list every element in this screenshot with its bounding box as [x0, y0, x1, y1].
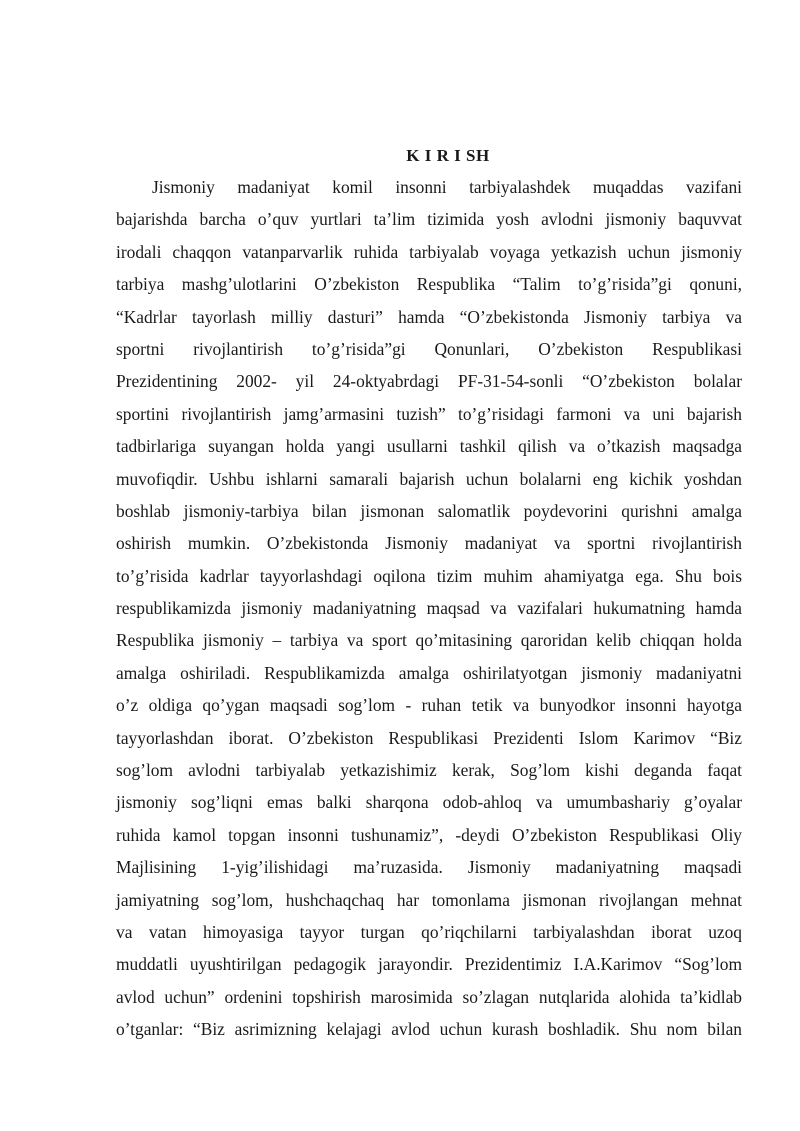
text-line: o’tganlar: “Biz asrimizning kelajagi avlod uchun kurash boshladik. Shu nom bilan: [116, 1019, 742, 1040]
text-line: Majlisining 1-yig’ilishidagi ma’ruzasida. Jismoniy madaniyatning maqsadi: [116, 857, 742, 878]
text-line: tadbirlariga suyangan holda yangi usullarni tashkil qilish va o’tkazish maqsadga: [116, 436, 742, 457]
page-title: K I R I SH: [406, 146, 490, 165]
text-line: bajarishda barcha o’quv yurtlari ta’lim tizimida yosh avlodni jismoniy baquvvat: [116, 209, 742, 230]
text-line: “Kadrlar tayorlash milliy dasturi” hamda “O’zbekistonda Jismoniy tarbiya va: [116, 306, 742, 327]
text-line: sog’lom avlodni tarbiyalab yetkazishimiz kerak, Sog’lom kishi deganda faqat: [116, 760, 742, 781]
text-line: tarbiya mashg’ulotlarini O’zbekiston Respublika “Talim to’g’risida”gi qonuni,: [116, 274, 742, 295]
text-line: Respublika jismoniy – tarbiya va sport qo’mitasining qaroridan kelib chiqqan holda: [116, 630, 742, 651]
text-line: muddatli uyushtirilgan pedagogik jarayondir. Prezidentimiz I.A.Karimov “Sog’lom: [116, 954, 742, 975]
text-line: sportni rivojlantirish to’g’risida”gi Qonunlari, O’zbekiston Respublikasi: [116, 338, 742, 359]
text-line: to’g’risida kadrlar tayyorlashdagi oqilona tizim muhim ahamiyatga ega. Shu bois: [116, 565, 742, 586]
text-line: o’z oldiga qo’ygan maqsadi sog’lom - ruhan tetik va bunyodkor insonni hayotga: [116, 695, 742, 716]
text-line: ruhida kamol topgan insonni tushunamiz”, -deydi O’zbekiston Respublikasi Oliy: [116, 824, 742, 845]
body-paragraph: [116, 171, 742, 1046]
text-line: muvofiqdir. Ushbu ishlarni samarali bajarish uchun bolalarni eng kichik yoshdan: [116, 468, 742, 489]
text-line: va vatan himoyasiga tayyor turgan qo’riqchilarni tarbiyalashdan iborat uzoq: [116, 921, 742, 942]
text-line: oshirish mumkin. O’zbekistonda Jismoniy madaniyat va sportni rivojlantirish: [116, 533, 742, 554]
text-line: Jismoniy madaniyat komil insonni tarbiyalashdek muqaddas vazifani: [152, 177, 742, 197]
text-line: boshlab jismoniy-tarbiya bilan jismonan salomatlik poydevorini qurishni amalga: [116, 500, 742, 521]
text-line: tayyorlashdan iborat. O’zbekiston Respublikasi Prezidenti Islom Karimov “Biz: [116, 727, 742, 748]
text-line: jamiyatning sog’lom, hushchaqchaq har tomonlama jismonan rivojlangan mehnat: [116, 889, 742, 910]
text-line: irodali chaqqon vatanparvarlik ruhida tarbiyalab voyaga yetkazish uchun jismoniy: [116, 241, 742, 262]
text-line: sportini rivojlantirish jamg’armasini tuzish” to’g’risidagi farmoni va uni bajarish: [116, 403, 742, 424]
text-line: jismoniy sog’liqni emas balki sharqona odob-ahloq va umumbashariy g’oyalar: [116, 792, 742, 813]
text-line: respublikamizda jismoniy madaniyatning maqsad va vazifalari hukumatning hamda: [116, 598, 742, 619]
text-line: avlod uchun” ordenini topshirish marosimida so’zlagan nutqlarida alohida ta’kidlab: [116, 986, 742, 1007]
text-line: amalga oshiriladi. Respublikamizda amalga oshirilatyotgan jismoniy madaniyatni: [116, 662, 742, 683]
text-line: Prezidentining 2002- yil 24-oktyabrdagi PF-31-54-sonli “O’zbekiston bolalar: [116, 371, 742, 392]
